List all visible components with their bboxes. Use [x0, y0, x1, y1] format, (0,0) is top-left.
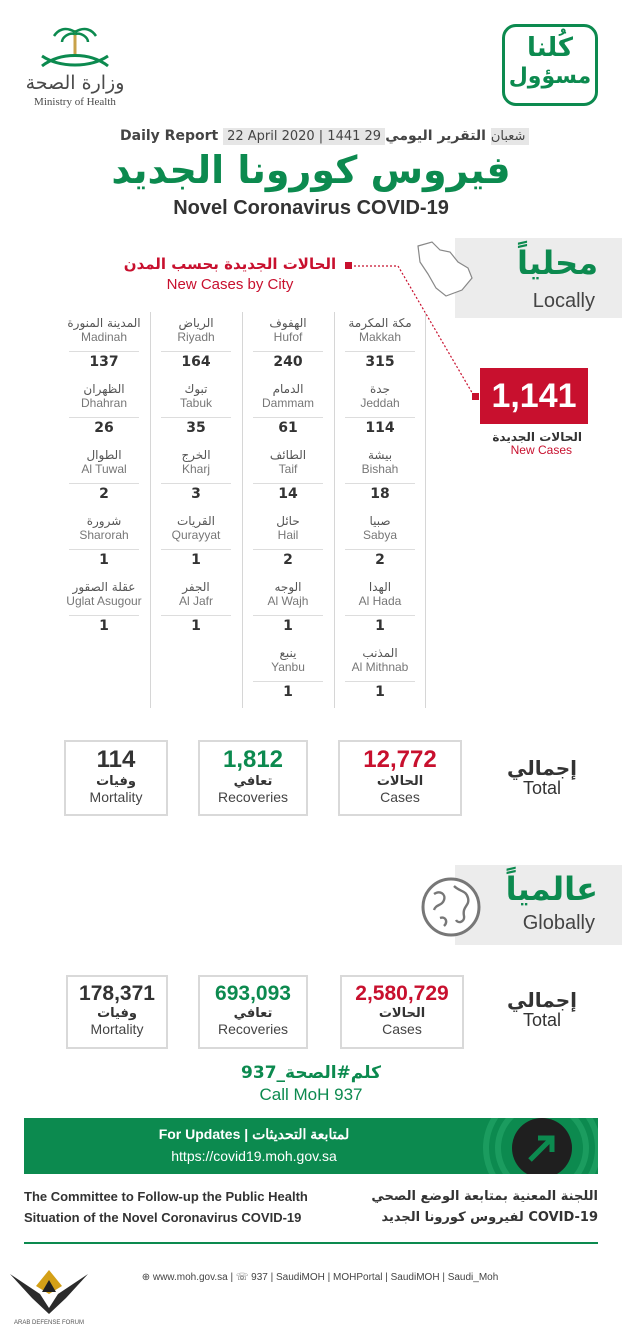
city-case-count: 1 [345, 615, 415, 637]
city-cell [242, 642, 334, 708]
city-case-count: 1 [69, 615, 139, 637]
city-name-ar: المذنب [362, 646, 398, 660]
page-title-ar: فيروس كورونا الجديد [111, 148, 511, 192]
local-mortality-label-ar: وفيات [96, 774, 136, 789]
committee-ar-line-2: لفيروس كورونا الجديد COVID-19 [381, 1210, 598, 1225]
footer-divider [24, 1242, 598, 1244]
city-case-count: 137 [69, 351, 139, 373]
city-name-en: Sabya [362, 528, 398, 542]
global-recoveries-label-en: Recoveries [217, 1021, 289, 1037]
city-cell [58, 510, 150, 576]
city-cell [242, 576, 334, 642]
city-cell [334, 444, 426, 510]
city-cell [334, 642, 426, 708]
city-case-count: 240 [253, 351, 323, 373]
committee-name-en [24, 1186, 324, 1228]
city-section-title-ar: الحالات الجديدة بحسب المدن [123, 255, 337, 273]
city-cell [334, 576, 426, 642]
slogan-line-1: كُلنا [526, 33, 574, 63]
city-name-ar: الظهران [83, 382, 125, 396]
city-grid [58, 312, 426, 708]
city-name-en: Madinah [80, 330, 128, 344]
city-name-en: Tabuk [179, 396, 213, 410]
city-name-en: Al Wajh [267, 594, 309, 608]
city-name-en: Jeddah [360, 396, 400, 410]
city-cell [334, 312, 426, 378]
city-name-ar: القريات [177, 514, 215, 528]
new-cases-label-en: New Cases [510, 443, 572, 457]
call-moh-937[interactable]: Call MoH 937 [259, 1085, 363, 1104]
city-cell [150, 312, 242, 378]
city-cell [150, 510, 242, 576]
city-name-en: Riyadh [177, 330, 215, 344]
local-cases-label-ar: الحالات [376, 774, 424, 789]
city-name-ar: تبوك [184, 382, 208, 396]
city-name-en: Al Jafr [178, 594, 213, 608]
local-recoveries-label-ar: تعافي [233, 774, 273, 789]
city-case-count: 2 [345, 549, 415, 571]
global-heading-ar: عالمياً [505, 870, 598, 908]
new-cases-label-ar: الحالات الجديدة [492, 430, 582, 444]
local-mortality-label-en: Mortality [89, 789, 143, 805]
city-name-ar: جدة [369, 382, 390, 396]
local-heading-en: Locally [532, 290, 595, 312]
city-name-en: Qurayyat [171, 528, 221, 542]
city-cell [58, 312, 150, 378]
report-label-en: Daily Report [120, 128, 219, 144]
city-name-ar: الجفر [182, 580, 210, 594]
city-case-count: 2 [253, 549, 323, 571]
city-name-en: Bishah [361, 462, 399, 476]
city-name-en: Yanbu [271, 660, 305, 674]
global-cases-card [340, 975, 464, 1049]
city-section-title-en: New Cases by City [166, 276, 294, 293]
page-title-en: Novel Coronavirus COVID-19 [173, 197, 449, 219]
city-case-count: 35 [161, 417, 231, 439]
city-name-en: Taif [278, 462, 298, 476]
city-name-en: Al Hada [358, 594, 402, 608]
city-case-count: 164 [161, 351, 231, 373]
global-cases-label-ar: الحالات [378, 1006, 426, 1021]
arrow-circle-icon [482, 1118, 598, 1174]
city-name-ar: شرورة [86, 514, 122, 528]
city-cell [242, 510, 334, 576]
city-name-ar: عقلة الصقور [72, 580, 136, 594]
global-total-label-en: Total [522, 1010, 562, 1030]
slogan-line-2: مسؤول [508, 64, 592, 89]
city-name-en: Hufof [273, 330, 303, 344]
global-mortality-label-en: Mortality [90, 1021, 144, 1037]
city-cell [334, 378, 426, 444]
local-recoveries-value: 1,812 [222, 746, 284, 773]
city-name-ar: الرياض [178, 316, 214, 330]
city-case-count: 1 [253, 681, 323, 703]
global-recoveries-value: 693,093 [215, 982, 291, 1005]
city-case-count: 14 [253, 483, 323, 505]
city-case-count: 1 [345, 681, 415, 703]
city-case-count: 114 [345, 417, 415, 439]
watermark-text: ARAB DEFENSE FORUM [13, 1320, 84, 1326]
city-name-en: Uglat Asugour [66, 594, 142, 608]
city-cell [150, 378, 242, 444]
city-case-count: 26 [69, 417, 139, 439]
ministry-name-ar: وزارة الصحة [25, 72, 125, 94]
city-name-ar: المدينة المنورة [67, 316, 141, 330]
city-name-ar: مكة المكرمة [348, 316, 412, 330]
city-case-count: 315 [345, 351, 415, 373]
city-name-ar: ينبع [279, 646, 297, 660]
city-name-en: Dammam [261, 396, 314, 410]
city-name-en: Al Tuwal [81, 462, 127, 476]
local-mortality-card [64, 740, 168, 816]
committee-name-ar [330, 1186, 598, 1228]
city-name-ar: الخرج [181, 448, 211, 462]
city-name-ar: الهفوف [269, 316, 307, 330]
city-cell [58, 444, 150, 510]
committee-en-line-1: The Committee to Follow-up the Public Health [24, 1189, 308, 1204]
city-cell [58, 576, 150, 642]
global-mortality-value: 178,371 [79, 982, 155, 1005]
committee-en-line-2: Situation of the Novel Coronavirus COVID-19 [24, 1210, 302, 1225]
city-name-ar: الطوال [86, 448, 122, 462]
city-cell [242, 444, 334, 510]
global-cases-label-en: Cases [382, 1021, 422, 1037]
city-name-ar: صبيا [369, 514, 391, 528]
committee-ar-line-1: اللجنة المعنية بمتابعة الوضع الصحي [371, 1189, 598, 1204]
local-cases-label-en: Cases [380, 789, 420, 805]
report-label-ar: التقرير اليومي [385, 128, 486, 144]
updates-link[interactable]: https://covid19.moh.gov.sa [171, 1148, 337, 1164]
city-name-en: Hail [277, 528, 299, 542]
global-recoveries-label-ar: تعافي [233, 1006, 273, 1021]
global-recoveries-card [198, 975, 308, 1049]
city-name-ar: الطائف [269, 448, 307, 462]
city-case-count: 1 [253, 615, 323, 637]
city-name-en: Kharj [181, 462, 210, 476]
city-cell [58, 378, 150, 444]
city-case-count: 61 [253, 417, 323, 439]
city-name-ar: الدمام [272, 382, 304, 396]
ministry-name-en: Ministry of Health [34, 96, 116, 108]
city-cell [242, 378, 334, 444]
global-mortality-label-ar: وفيات [97, 1006, 137, 1021]
city-case-count: 1 [69, 549, 139, 571]
global-mortality-card [66, 975, 168, 1049]
watermark-logo [6, 1264, 92, 1334]
city-cell [334, 510, 426, 576]
city-name-en: Sharorah [79, 528, 129, 542]
city-name-ar: الهدا [368, 580, 392, 594]
social-links[interactable]: ⊕ www.moh.gov.sa | ☏ 937 | SaudiMOH | MOHPortal | SaudiMOH | Saudi_Moh [141, 1272, 499, 1283]
city-case-count: 2 [69, 483, 139, 505]
city-case-count: 1 [161, 549, 231, 571]
eagle-icon [6, 1264, 92, 1320]
updates-banner [24, 1118, 598, 1174]
city-name-ar: بيشة [367, 448, 393, 462]
updates-label: For Updates | لمتابعة التحديثات [158, 1126, 350, 1142]
local-heading-ar: محلياً [516, 244, 598, 282]
city-case-count: 18 [345, 483, 415, 505]
city-cell [242, 312, 334, 378]
city-case-count: 3 [161, 483, 231, 505]
city-name-en: Dhahran [80, 396, 128, 410]
city-name-en: Al Mithnab [351, 660, 409, 674]
city-cell [150, 576, 242, 642]
local-cases-value: 12,772 [363, 746, 437, 773]
hashtag-937: كلم#الصحة_937 [241, 1063, 381, 1083]
global-heading-en: Globally [522, 912, 595, 934]
local-recoveries-label-en: Recoveries [217, 789, 289, 805]
city-name-en: Makkah [358, 330, 402, 344]
new-cases-value: 1,141 [480, 368, 588, 424]
report-date: 22 April 2020 | 1441 29 شعبان [223, 128, 529, 145]
global-cases-value: 2,580,729 [355, 982, 449, 1005]
local-cases-card [338, 740, 462, 816]
city-case-count: 1 [161, 615, 231, 637]
city-cell [150, 444, 242, 510]
local-mortality-value: 114 [96, 746, 136, 773]
city-name-ar: حائل [276, 514, 300, 528]
local-total-label-en: Total [522, 778, 562, 798]
local-recoveries-card [198, 740, 308, 816]
global-total-label-ar: إجمالي [507, 988, 577, 1012]
city-name-ar: الوجه [274, 580, 302, 594]
local-total-label-ar: إجمالي [507, 756, 577, 780]
